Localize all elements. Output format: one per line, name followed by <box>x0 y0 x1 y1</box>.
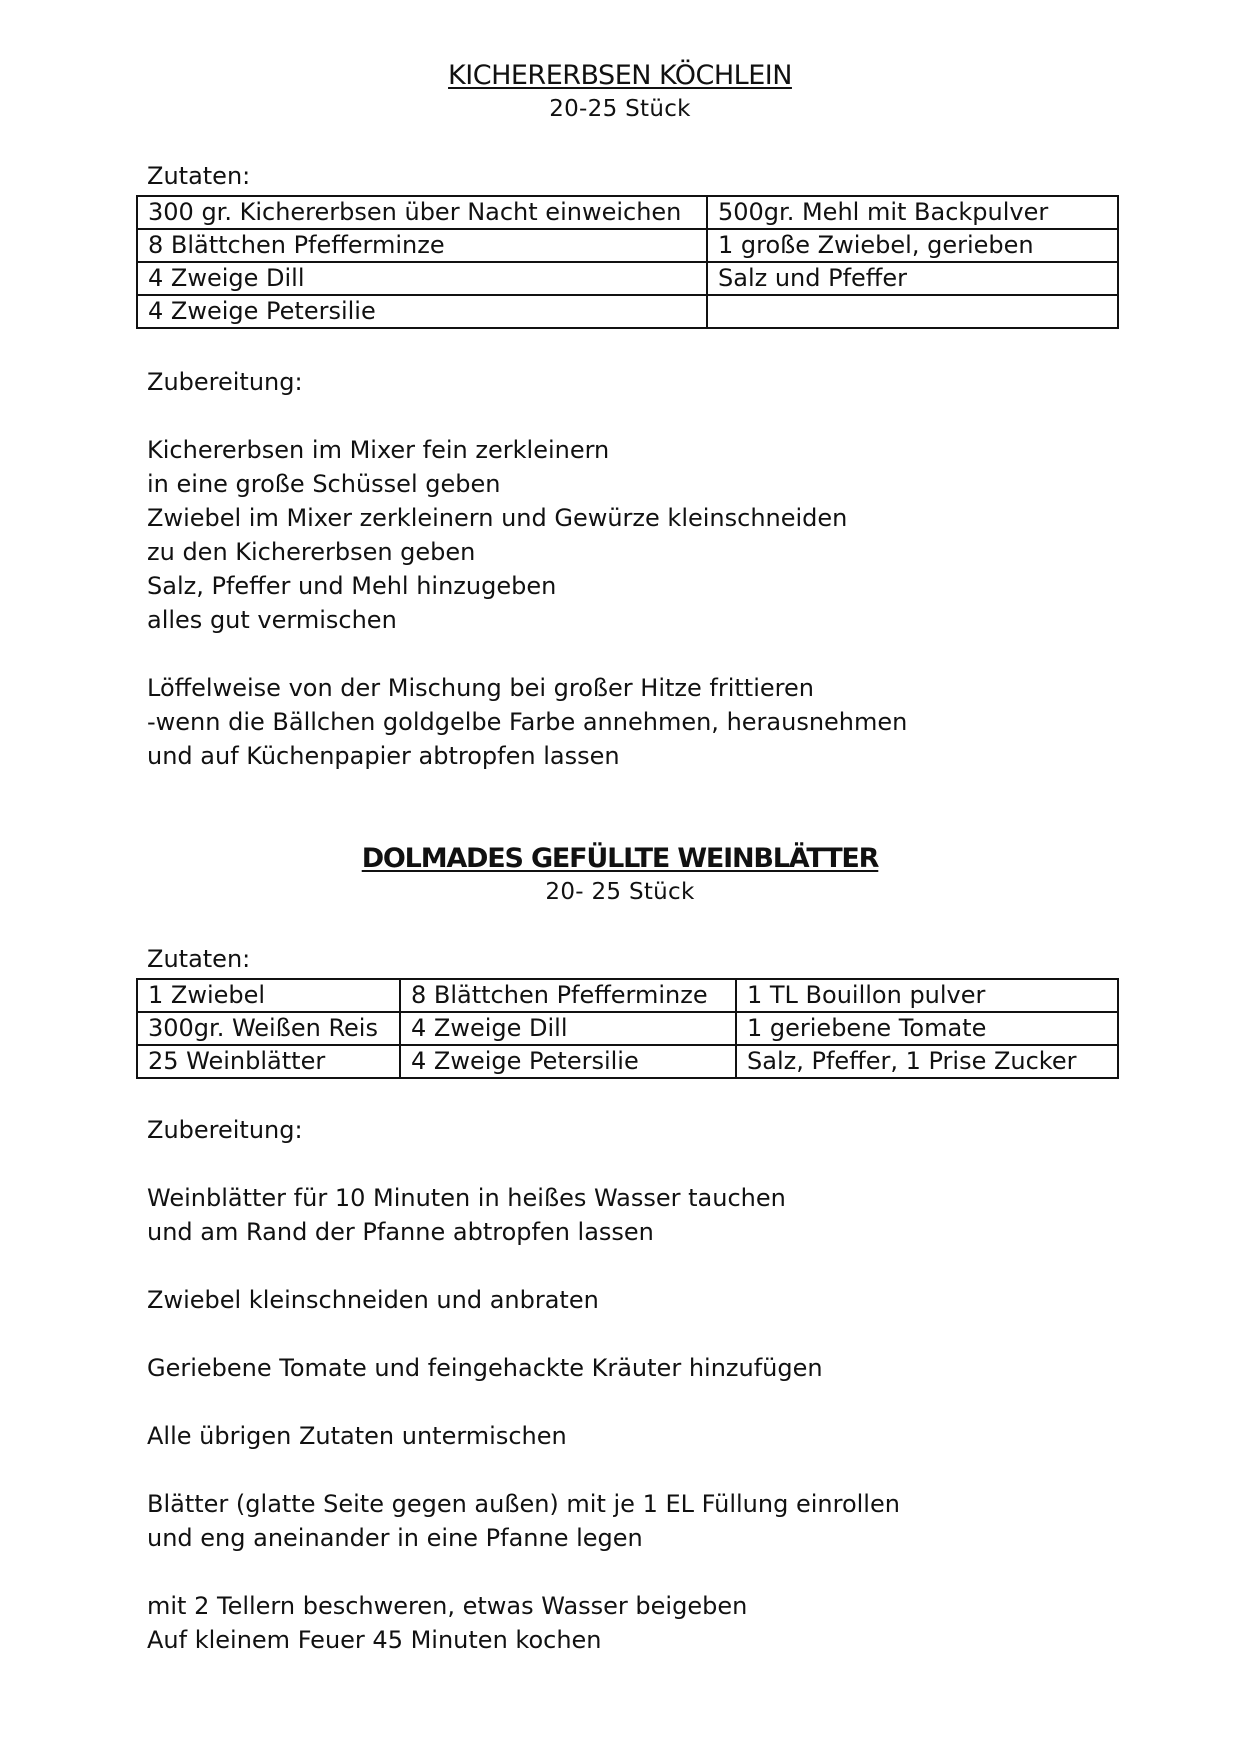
ingredient-cell: 500gr. Mehl mit Backpulver <box>707 196 1118 229</box>
ingredient-cell: 1 geriebene Tomate <box>736 1012 1118 1045</box>
table-row <box>137 262 1118 295</box>
ingredient-cell: 4 Zweige Petersilie <box>400 1045 736 1078</box>
ingredient-cell: 300 gr. Kichererbsen über Nacht einweichen <box>137 196 707 229</box>
ingredient-cell: 1 TL Bouillon pulver <box>736 979 1118 1012</box>
recipe2-ingredients-table <box>136 978 1119 1079</box>
step-line: und eng aneinander in eine Pfanne legen <box>147 1524 643 1552</box>
step-line: Alle übrigen Zutaten untermischen <box>147 1422 567 1450</box>
step-line: Weinblätter für 10 Minuten in heißes Wasser tauchen <box>147 1184 786 1212</box>
step-line: und am Rand der Pfanne abtropfen lassen <box>147 1218 654 1246</box>
step-line: zu den Kichererbsen geben <box>147 538 476 566</box>
recipe2-steps <box>147 1181 900 1657</box>
ingredient-cell: 4 Zweige Petersilie <box>137 295 707 328</box>
recipe2-preparation-label: Zubereitung: <box>147 1116 303 1144</box>
table-row <box>137 295 1118 328</box>
recipe1-title: KICHERERBSEN KÖCHLEIN <box>448 60 792 91</box>
ingredient-cell <box>707 295 1118 328</box>
recipe1-ingredients-table <box>136 195 1119 329</box>
ingredient-cell: 1 Zwiebel <box>137 979 400 1012</box>
ingredient-cell: 8 Blättchen Pfefferminze <box>400 979 736 1012</box>
table-row <box>137 229 1118 262</box>
recipe1-preparation-label: Zubereitung: <box>147 368 303 396</box>
step-line: -wenn die Bällchen goldgelbe Farbe annehmen, herausnehmen <box>147 708 908 736</box>
ingredient-cell: 4 Zweige Dill <box>400 1012 736 1045</box>
ingredient-cell: Salz und Pfeffer <box>707 262 1118 295</box>
step-line: und auf Küchenpapier abtropfen lassen <box>147 742 620 770</box>
step-line: Zwiebel kleinschneiden und anbraten <box>147 1286 599 1314</box>
step-line: Kichererbsen im Mixer fein zerkleinern <box>147 436 610 464</box>
recipe1-ingredients-label: Zutaten: <box>147 162 251 190</box>
step-line: Auf kleinem Feuer 45 Minuten kochen <box>147 1626 602 1654</box>
step-line: Zwiebel im Mixer zerkleinern und Gewürze kleinschneiden <box>147 504 848 532</box>
recipe1-yield: 20-25 Stück <box>549 96 691 122</box>
table-row <box>137 196 1118 229</box>
ingredient-cell: 8 Blättchen Pfefferminze <box>137 229 707 262</box>
recipe2-title: DOLMADES GEFÜLLTE WEINBLÄTTER <box>361 843 879 874</box>
ingredient-cell: 1 große Zwiebel, gerieben <box>707 229 1118 262</box>
recipe2-yield: 20- 25 Stück <box>545 879 695 905</box>
step-line: in eine große Schüssel geben <box>147 470 501 498</box>
ingredient-cell: 4 Zweige Dill <box>137 262 707 295</box>
ingredient-cell: Salz, Pfeffer, 1 Prise Zucker <box>736 1045 1118 1078</box>
recipe2-ingredients-label: Zutaten: <box>147 945 251 973</box>
step-line: Geriebene Tomate und feingehackte Kräuter hinzufügen <box>147 1354 823 1382</box>
table-row <box>137 1045 1118 1078</box>
recipe1-steps <box>147 433 907 773</box>
step-line: Löffelweise von der Mischung bei großer Hitze frittieren <box>147 674 814 702</box>
step-line: mit 2 Tellern beschweren, etwas Wasser beigeben <box>147 1592 748 1620</box>
table-row <box>137 979 1118 1012</box>
step-line: alles gut vermischen <box>147 606 397 634</box>
ingredient-cell: 25 Weinblätter <box>137 1045 400 1078</box>
step-line: Salz, Pfeffer und Mehl hinzugeben <box>147 572 557 600</box>
step-line: Blätter (glatte Seite gegen außen) mit je 1 EL Füllung einrollen <box>147 1490 900 1518</box>
ingredient-cell: 300gr. Weißen Reis <box>137 1012 400 1045</box>
table-row <box>137 1012 1118 1045</box>
